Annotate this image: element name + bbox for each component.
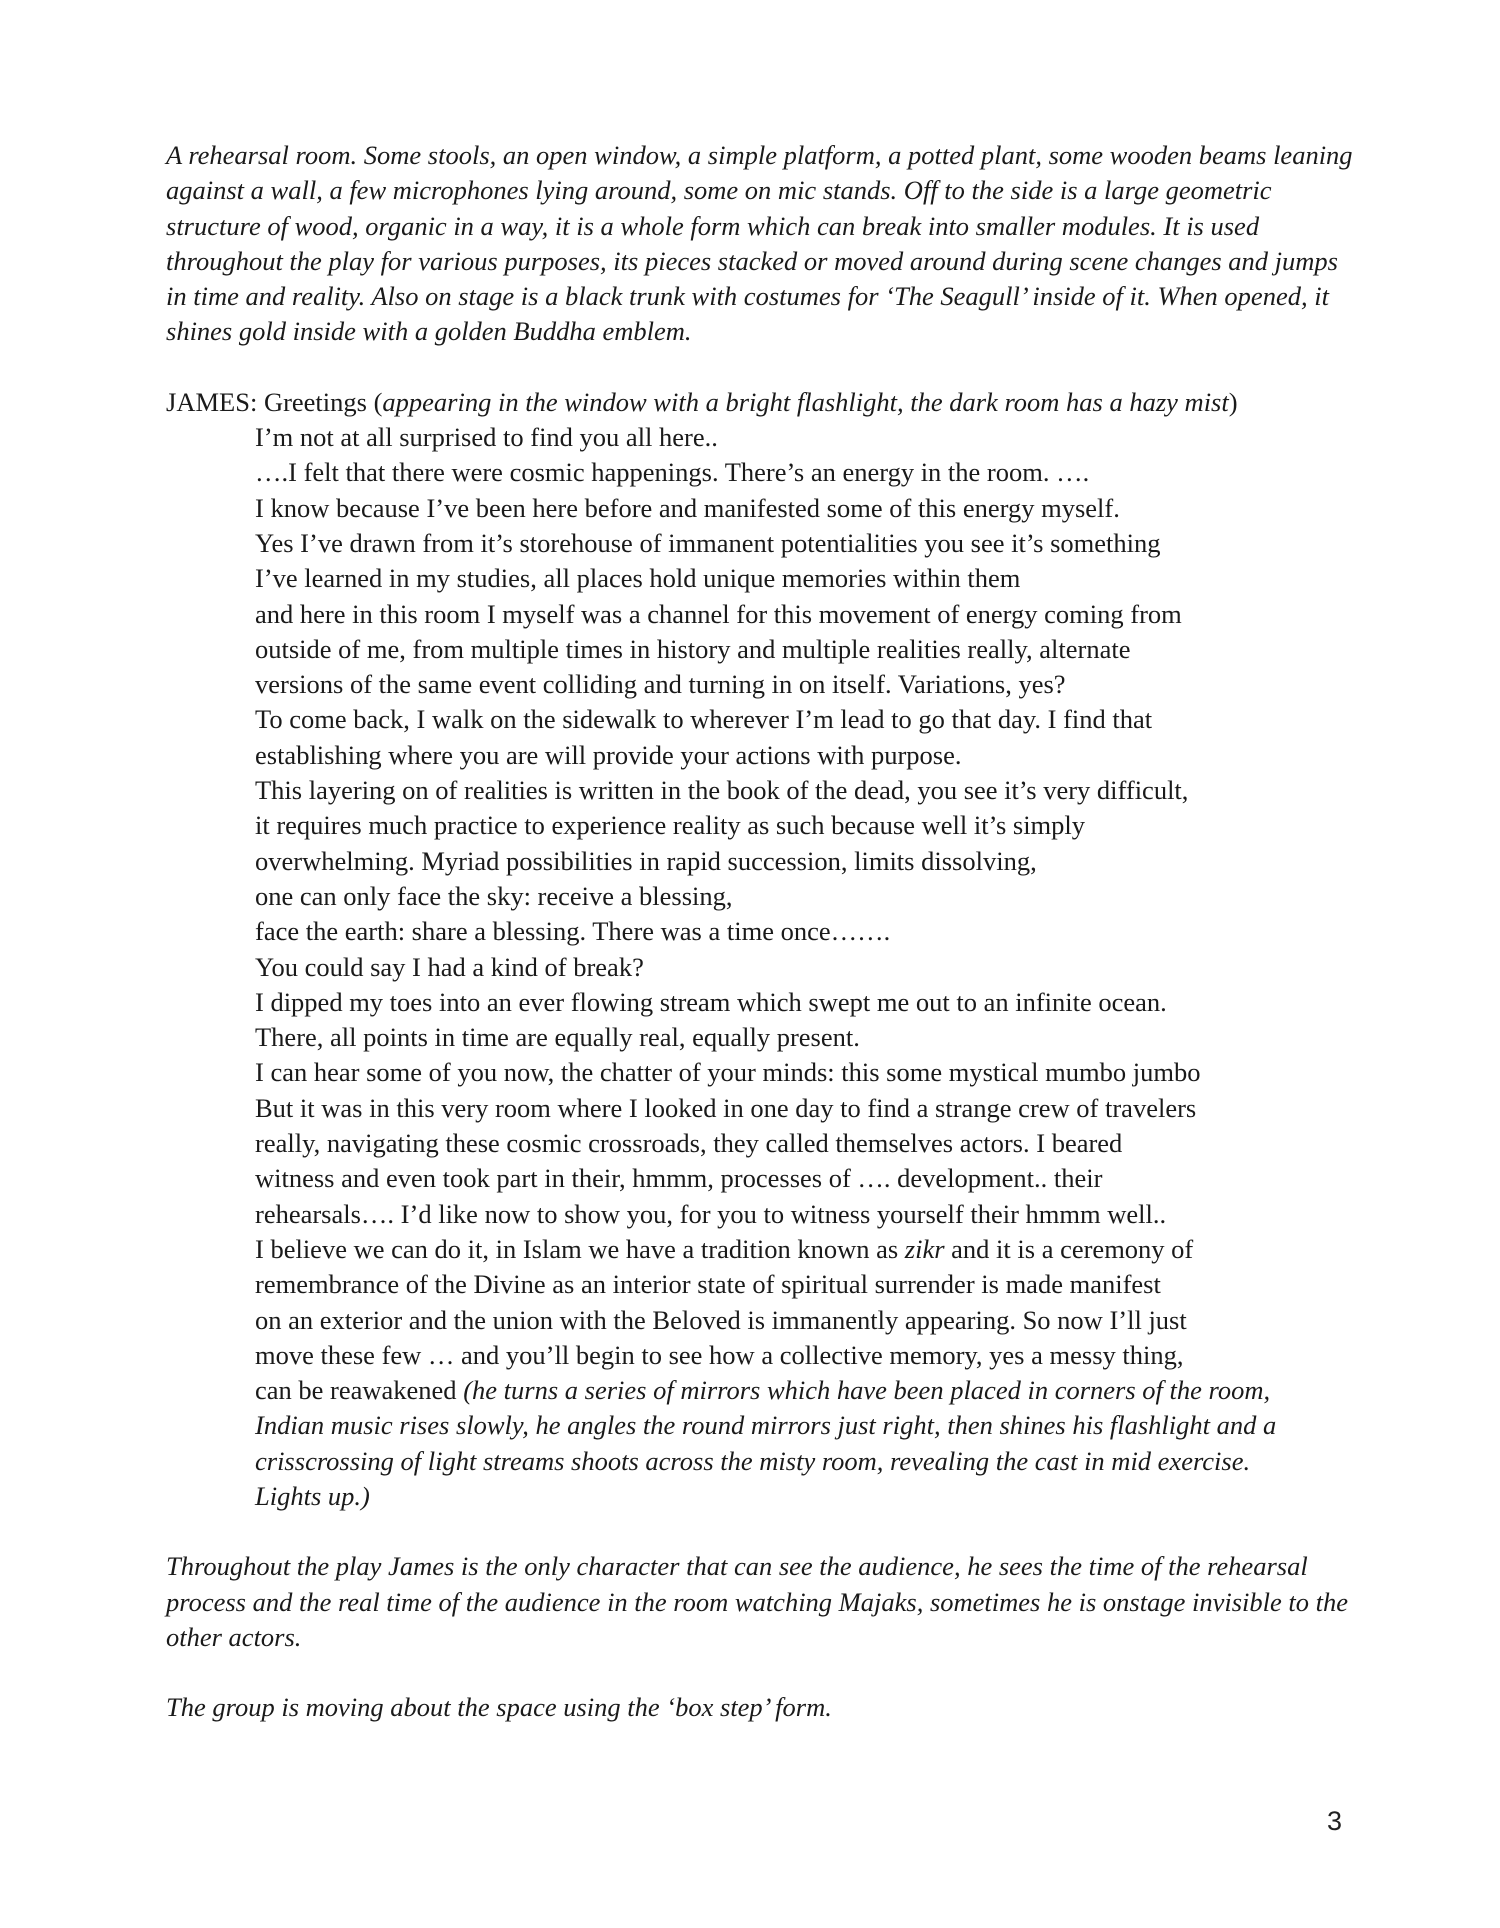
speech-line: really, navigating these cosmic crossroads, they called themselves actors. I beared bbox=[255, 1128, 1123, 1159]
speech-line: on an exterior and the union with the Beloved is immanently appearing. So now I’ll just bbox=[255, 1304, 1187, 1335]
final-stage-direction: (he turns a series of mirrors which have been placed in corners of the room, bbox=[463, 1375, 1271, 1406]
speech-line: it requires much practice to experience reality as such because well it’s simply bbox=[255, 810, 1086, 841]
speech-line: But it was in this very room where I looked in one day to find a strange crew of travelers bbox=[255, 1092, 1197, 1123]
speech-line: ….I felt that there were cosmic happenings. There’s an energy in the room. …. bbox=[255, 457, 1090, 488]
speech-lines bbox=[255, 420, 1356, 1514]
speech-line: outside of me, from multiple times in history and multiple realities really, alternate bbox=[255, 633, 1131, 664]
speech-line: face the earth: share a blessing. There was a time once……. bbox=[255, 916, 891, 947]
final-stage-direction: Indian music rises slowly, he angles the round mirrors just right, then shines his flashlight and a bbox=[255, 1410, 1277, 1441]
speech-line: remembrance of the Divine as an interior state of spiritual surrender is made manifest bbox=[255, 1269, 1161, 1300]
speech-line: I’ve learned in my studies, all places hold unique memories within them bbox=[255, 563, 1021, 594]
speech-line: You could say I had a kind of break? bbox=[255, 951, 644, 982]
opening-stage-directions: A rehearsal room. Some stools, an open window, a simple platform, a potted plant, some wooden beams leaning against a wall, a few microphones lying around, some on mic stands. Off to the side is a large geometric structure of wood, organic in a way, it is a whole form which can break into smaller modules. It is used throughout the play for various purposes, its pieces stacked or moved around during scene changes and jumps in time and reality. Also on stage is a black trunk with costumes for ‘The Seagull’ inside of it. When opened, it shines gold inside with a golden Buddha emblem. bbox=[166, 140, 1353, 347]
final-line-text: can be reawakened bbox=[255, 1375, 464, 1406]
james-speech bbox=[166, 385, 1356, 1515]
speech-line: This layering on of realities is written in the book of the dead, you see it’s very difficult, bbox=[255, 775, 1189, 806]
speech-line: I know because I’ve been here before and manifested some of this energy myself. bbox=[255, 492, 1120, 523]
group-note: The group is moving about the space using the ‘box step’ form. bbox=[166, 1692, 832, 1723]
speech-line: and here in this room I myself was a channel for this movement of energy coming from bbox=[255, 598, 1182, 629]
page-number: 3 bbox=[1326, 1806, 1342, 1836]
speech-line: I’m not at all surprised to find you all here.. bbox=[255, 422, 718, 453]
audience-note: Throughout the play James is the only character that can see the audience, he sees the time of the rehearsal process and the real time of the audience in the room watching Majaks, sometimes he is onstage invisible to the other actors. bbox=[166, 1551, 1348, 1652]
zikr-line-before: I believe we can do it, in Islam we have a tradition known as bbox=[255, 1233, 905, 1264]
zikr-term: zikr bbox=[904, 1233, 945, 1264]
speech-line: one can only face the sky: receive a blessing, bbox=[255, 880, 733, 911]
speaker-name: JAMES: bbox=[166, 386, 258, 417]
final-stage-direction: crisscrossing of light streams shoots across the misty room, revealing the cast in mid exercise. bbox=[255, 1445, 1251, 1476]
speech-line: establishing where you are will provide your actions with purpose. bbox=[255, 739, 962, 770]
speech-line: move these few … and you’ll begin to see how a collective memory, yes a messy thing, bbox=[255, 1339, 1184, 1370]
speech-line: witness and even took part in their, hmmm, processes of …. development.. their bbox=[255, 1163, 1103, 1194]
speech-line: versions of the same event colliding and turning in on itself. Variations, yes? bbox=[255, 669, 1066, 700]
speech-line-final bbox=[255, 1373, 1356, 1408]
zikr-line-after: and it is a ceremony of bbox=[944, 1233, 1194, 1264]
speech-line: I can hear some of you now, the chatter of your minds: this some mystical mumbo jumbo bbox=[255, 1057, 1201, 1088]
final-stage-direction: Lights up.) bbox=[255, 1480, 370, 1511]
speech-line-zikr bbox=[255, 1232, 1356, 1267]
speech-line: Yes I’ve drawn from it’s storehouse of immanent potentialities you see it’s something bbox=[255, 527, 1161, 558]
document-page bbox=[166, 138, 1356, 1725]
greeting-text: Greetings bbox=[263, 386, 367, 417]
speech-line: To come back, I walk on the sidewalk to wherever I’m lead to go that day. I find that bbox=[255, 704, 1153, 735]
speech-line: There, all points in time are equally real, equally present. bbox=[255, 1022, 860, 1053]
speaker-line: JAMES: Greetings (appearing in the window with a bright flashlight, the dark room has a hazy mist) bbox=[166, 386, 1238, 417]
speech-line: overwhelming. Myriad possibilities in rapid succession, limits dissolving, bbox=[255, 845, 1037, 876]
speech-line: rehearsals…. I’d like now to show you, for you to witness yourself their hmmm well.. bbox=[255, 1198, 1167, 1229]
greeting-stage-direction: appearing in the window with a bright flashlight, the dark room has a hazy mist bbox=[382, 386, 1229, 417]
speech-line: I dipped my toes into an ever flowing stream which swept me out to an infinite ocean. bbox=[255, 986, 1167, 1017]
